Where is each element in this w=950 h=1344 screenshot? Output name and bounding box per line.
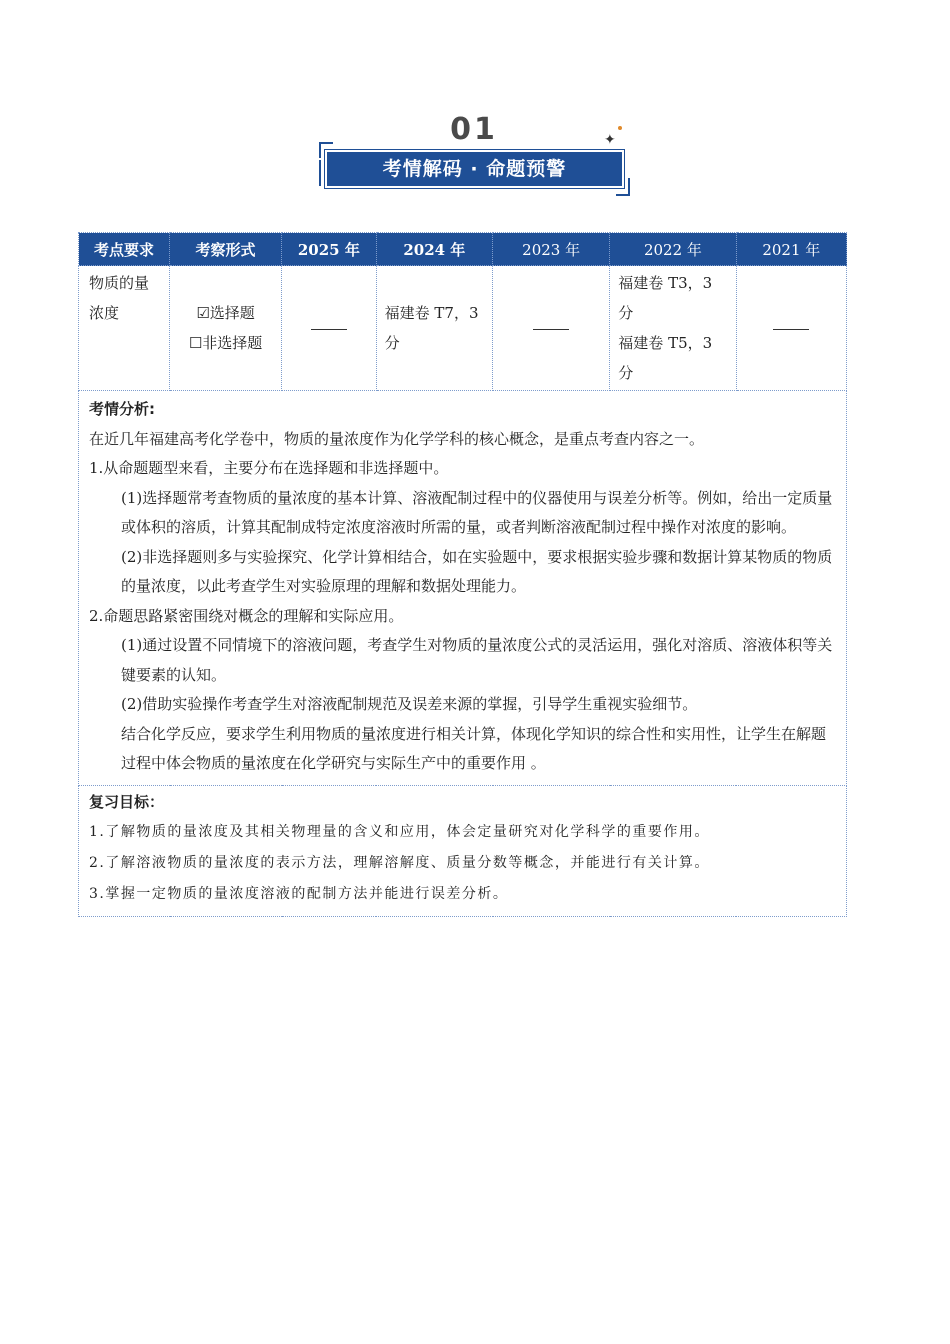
sparkle-icon: ✦ [604,132,616,148]
header-2024: 2024 年 [376,233,492,266]
goal-item-2: 2.了解溶液物质的量浓度的表示方法，理解溶解度、质量分数等概念，并能进行有关计算。 [89,855,710,871]
section-number: 01 [450,112,498,147]
form-nonchoice-label: 非选择题 [202,334,263,352]
cell-2022 [610,266,736,391]
section-banner [316,112,632,198]
goals-section: 复习目标： 1.了解物质的量浓度及其相关物理量的含义和应用，体会定量研究对化学科学的重要作用。 2.了解溶液物质的量浓度的表示方法，理解溶解度、质量分数等概念，并能进行有关计算。 3.掌握一定物质的量浓度溶液的配制方法并能进行误差分析。 [79,785,847,917]
analysis-section: 考情分析: 在近几年福建高考化学卷中，物质的量浓度作为化学学科的核心概念，是重点考查内容之一。 1.从命题题型来看，主要分布在选择题和非选择题中。 (1)选择题常考查物质的量浓度的基本计算、溶液配制过程中的仪器使用与误差分析等。例如，给出一定质量或体积的溶质，计算其配制成特定浓度溶液时所需的量，或者判断溶液配制过程中操作对浓度的影响。 (2)非选择题则多与实验探究、化学计算相结合，如在实验题中，要求根据实验步骤和数据计算某物质的物质的量浓度，以此考查学生对实验原理的理解和数据处理能力。 2.命题思路紧密围绕对概念的理解和实际应用。 (1)通过设置不同情境下的溶液问题，考查学生对物质的量浓度公式的灵活运用，强化对溶质、溶液体积等关键要素的认知。 (2)借助实验操作考查学生对溶液配制规范及误差来源的掌握，引导学生重视实验细节。 结合化学反应，要求学生利用物质的量浓度进行相关计算，体现化学知识的综合性和实用性，让学生在解题过程中体会物质的量浓度在化学研究与实际生产中的重要作用 。 [79,391,847,786]
analysis-point-1: 1.从命题题型来看，主要分布在选择题和非选择题中。 [89,459,449,477]
banner-bracket-left-line [319,160,321,186]
goals-title: 复习目标 [89,792,150,811]
cell-2021 [736,266,846,391]
form-choice-label: 选择题 [209,304,255,322]
header-2025: 2025 年 [282,233,377,266]
topic-text: 物质的量浓度 [89,274,150,322]
orange-dot-icon [618,126,622,130]
section-title: 考情解码 · 命题预警 [382,158,567,180]
header-topic: 考点要求 [79,233,170,266]
cell-2024-text: 福建卷 T7，3 分 [384,304,479,352]
empty-dash [311,329,347,330]
cell-2023 [493,266,610,391]
header-2023: 2023 年 [493,233,610,266]
analysis-title: 考情分析 [89,400,150,418]
goals-row [79,785,847,917]
cell-2024 [376,266,492,391]
goal-item-3: 3.掌握一定物质的量浓度溶液的配制方法并能进行误差分析。 [89,886,509,902]
table-header-row [79,233,847,266]
analysis-intro: 在近几年福建高考化学卷中，物质的量浓度作为化学学科的核心概念，是重点考查内容之一。 [89,429,705,448]
empty-dash [533,329,569,330]
header-form: 考察形式 [170,233,282,266]
analysis-point-1-2: (2)非选择题则多与实验探究、化学计算相结合，如在实验题中，要求根据实验步骤和数据计算某物质的物质的量浓度，以此考查学生对实验原理的理解和数据处理能力。 [121,547,833,595]
analysis-point-2-2: (2)借助实验操作考查学生对溶液配制规范及误差来源的掌握，引导学生重视实验细节。 [121,695,698,713]
header-2021: 2021 年 [736,233,846,266]
analysis-row [79,391,847,786]
header-2022: 2022 年 [610,233,736,266]
exam-analysis-table [78,232,847,917]
cell-2022-entry-a: 福建卷 T3，3 分 [618,274,713,322]
cell-2022-entry-b: 福建卷 T5，3 分 [618,334,713,382]
table-row [79,266,847,391]
analysis-point-2-3: 结合化学反应，要求学生利用物质的量浓度进行相关计算，体现化学知识的综合性和实用性，让学生在解题过程中体会物质的量浓度在化学研究与实际生产中的重要作用 。 [121,724,827,772]
goal-item-1: 1.了解物质的量浓度及其相关物理量的含义和应用，体会定量研究对化学科学的重要作用。 [89,824,710,840]
topic-cell [79,266,170,391]
empty-dash [773,329,809,330]
cell-2025 [282,266,377,391]
analysis-point-1-1: (1)选择题常考查物质的量浓度的基本计算、溶液配制过程中的仪器使用与误差分析等。例如，给出一定质量或体积的溶质，计算其配制成特定浓度溶液时所需的量，或者判断溶液配制过程中操作对浓度的影响。 [121,488,833,536]
form-cell [170,266,282,391]
unchecked-box-icon: ☐ [188,334,203,352]
analysis-point-2-1: (1)通过设置不同情境下的溶液问题，考查学生对物质的量浓度公式的灵活运用，强化对溶质、溶液体积等关键要素的认知。 [121,636,833,684]
checked-box-icon: ☑ [196,304,210,322]
analysis-point-2: 2.命题思路紧密围绕对概念的理解和实际应用。 [89,606,404,625]
